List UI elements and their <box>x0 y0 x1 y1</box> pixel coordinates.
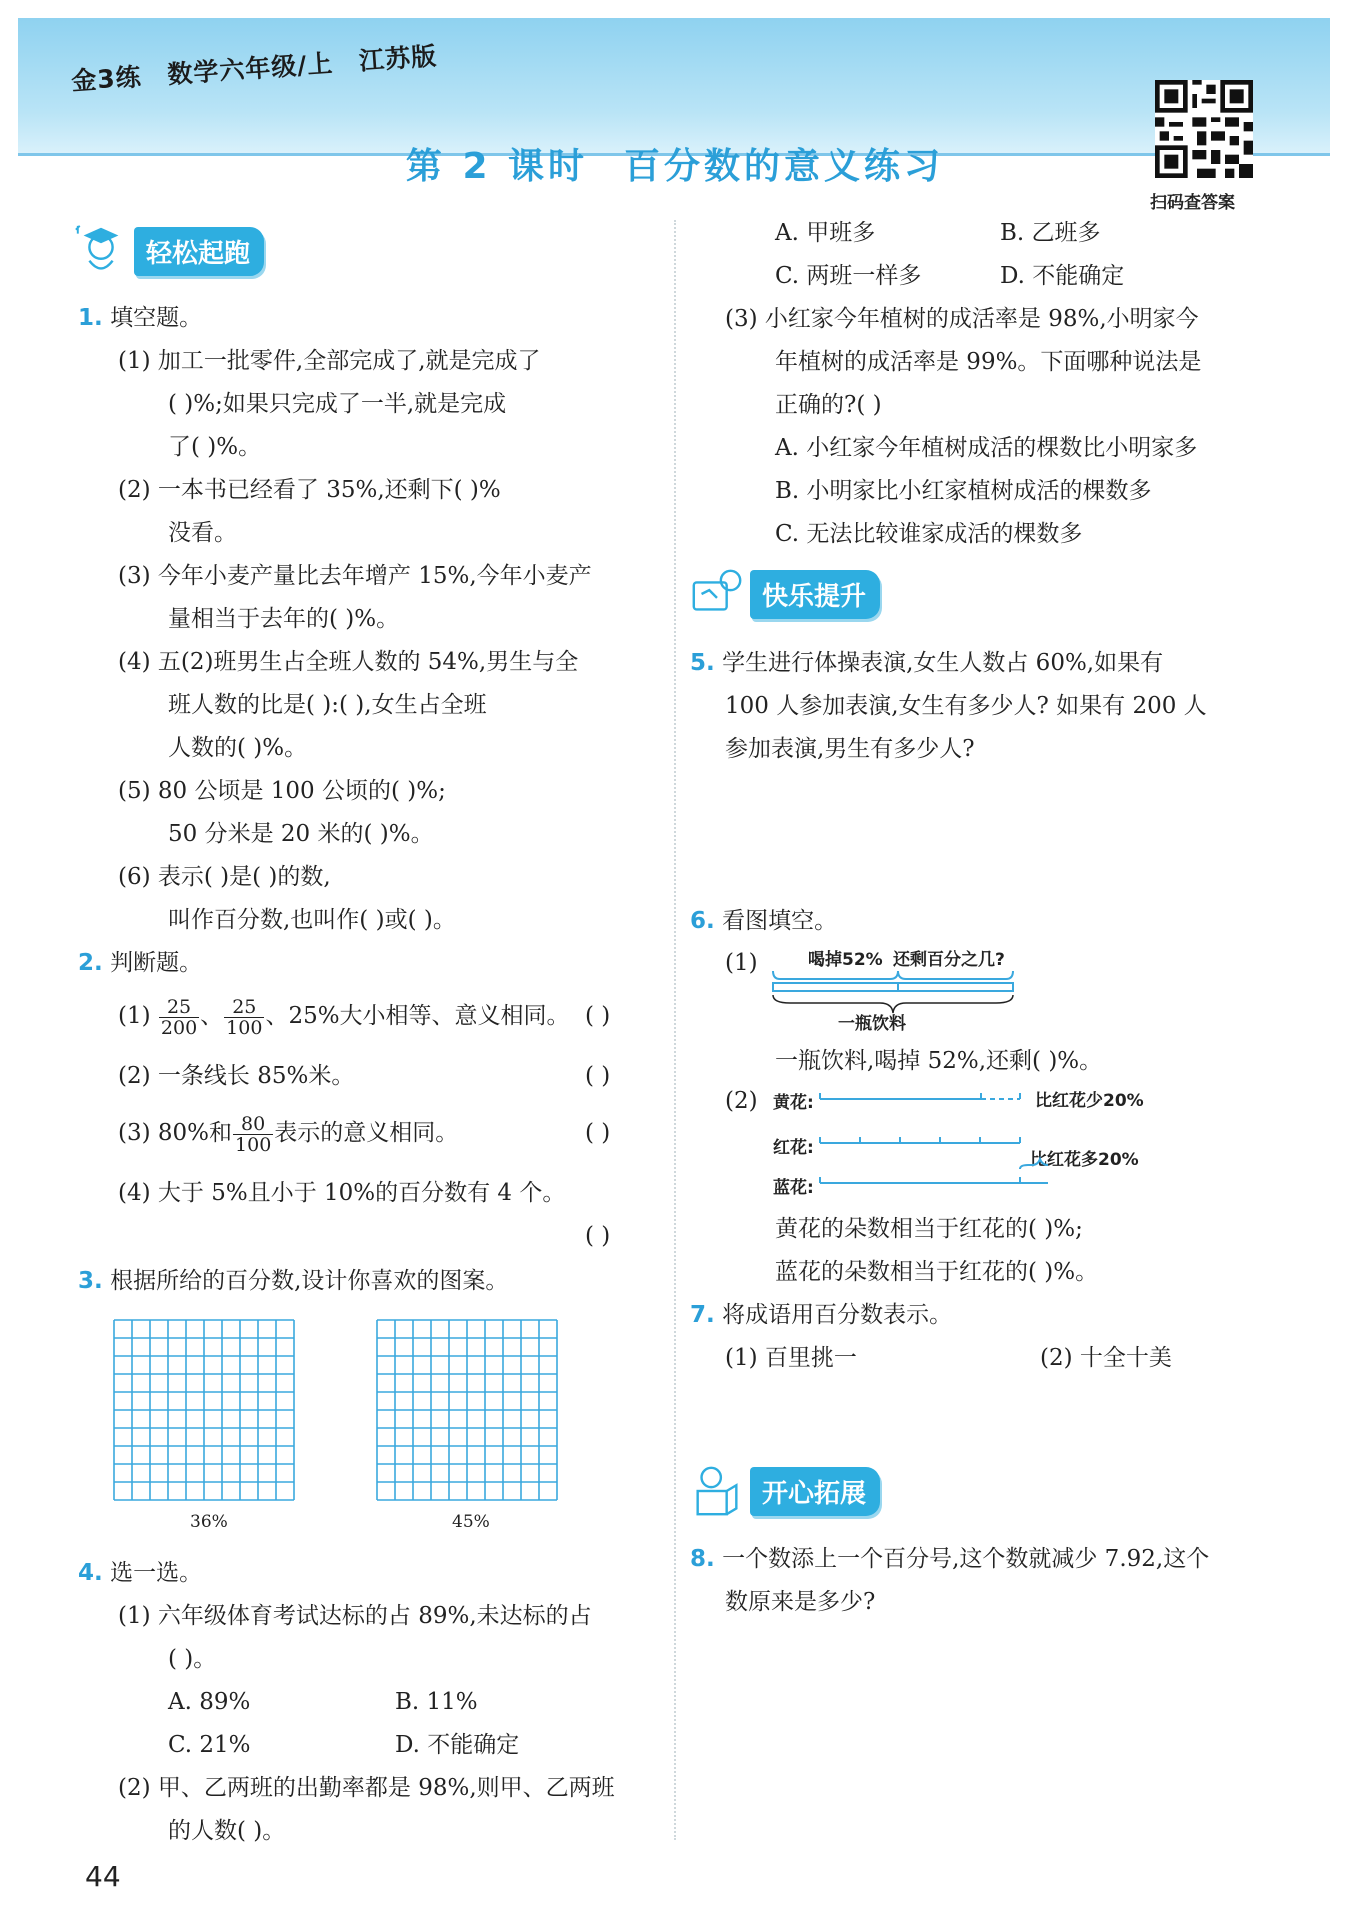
option-c[interactable]: C. 两班一样多 <box>775 263 922 289</box>
question-number: 8. <box>690 1546 715 1572</box>
q4-line: 年植树的成活率是 99%。下面哪种说法是 <box>775 349 1202 375</box>
q1-line: 班人数的比是( ):( ),女生占全班 <box>168 692 487 718</box>
question-text: 一个数添上一个百分号,这个数就减少 7.92,这个 <box>722 1546 1210 1572</box>
section-badge-extend <box>688 1462 880 1520</box>
option-b[interactable]: B. 乙班多 <box>1000 220 1101 246</box>
q1-line: (3) 今年小麦产量比去年增产 15%,今年小麦产 <box>118 563 592 589</box>
q7-item-1: (1) 百里挑一 <box>725 1345 857 1371</box>
diagram-label-drink: 喝掉52% <box>808 950 883 970</box>
page-title <box>0 138 1350 189</box>
brand-subject: 数学六年级/上 <box>166 48 335 90</box>
question-number: 3. <box>78 1268 103 1294</box>
section-badge-improve <box>688 565 880 623</box>
q1-line: (1) 加工一批零件,全部完成了,就是完成了 <box>118 348 541 374</box>
question-text: 看图填空。 <box>722 908 838 934</box>
answer-blank[interactable]: ( ) <box>585 1003 611 1029</box>
qr-code-icon[interactable] <box>1155 80 1253 178</box>
section-label-improve: 快乐提升 <box>750 570 880 619</box>
q1-line: 叫作百分数,也叫作( )或( )。 <box>168 907 456 933</box>
question-text: 学生进行体操表演,女生人数占 60%,如果有 <box>722 650 1164 676</box>
option-c[interactable]: C. 无法比较谁家成活的棵数多 <box>775 521 1083 547</box>
item-text: 、25%大小相等、意义相同。 <box>265 1003 570 1029</box>
question-1-title <box>78 297 202 340</box>
q5-line: 100 人参加表演,女生有多少人? 如果有 200 人 <box>725 693 1207 719</box>
fraction-numerator: 25 <box>159 997 199 1018</box>
answer-blank[interactable]: ( ) <box>585 1063 611 1089</box>
q1-line: (6) 表示( )是( )的数, <box>118 864 331 890</box>
q1-line: 了( )%。 <box>168 434 262 460</box>
section-badge-warmup <box>72 222 264 280</box>
question-6-title <box>690 900 837 943</box>
question-3-title <box>78 1260 508 1303</box>
question-text: 选一选。 <box>110 1560 203 1586</box>
q1-line: 50 分米是 20 米的( )%。 <box>168 821 434 847</box>
q4-line: ( )。 <box>168 1646 217 1672</box>
grid-label-45: 45% <box>452 1512 490 1532</box>
option-d[interactable]: D. 不能确定 <box>395 1732 520 1758</box>
item-text: (3) 80%和 <box>118 1120 233 1146</box>
brand-name: 金3练 <box>70 62 143 96</box>
q6-line: 蓝花的朵数相当于红花的( )%。 <box>775 1259 1099 1285</box>
option-a[interactable]: A. 甲班多 <box>775 220 876 246</box>
question-2-title <box>78 942 202 985</box>
section-label-extend: 开心拓展 <box>750 1467 880 1516</box>
q4-line: (3) 小红家今年植树的成活率是 98%,小明家今 <box>725 306 1199 332</box>
sub-label: (2) <box>725 1088 758 1114</box>
grid-label-36: 36% <box>190 1512 228 1532</box>
question-text: 判断题。 <box>110 950 203 976</box>
yellow-note: 比红花少20% <box>1035 1091 1144 1111</box>
option-b[interactable]: B. 11% <box>395 1689 478 1715</box>
mascot-box-icon <box>688 1462 746 1520</box>
fraction-numerator: 80 <box>233 1114 273 1135</box>
option-a[interactable]: A. 89% <box>168 1689 251 1715</box>
question-number: 4. <box>78 1560 103 1586</box>
q1-line: ( )%;如果只完成了一半,就是完成 <box>168 391 507 417</box>
sub-label: (1) <box>725 950 758 976</box>
q1-line: 量相当于去年的( )%。 <box>168 606 400 632</box>
question-number: 7. <box>690 1302 715 1328</box>
q4-line: 的人数( )。 <box>168 1818 286 1844</box>
lesson-number: 第 2 课时 <box>405 146 589 187</box>
q1-line: (4) 五(2)班男生占全班人数的 54%,男生与全 <box>118 649 579 675</box>
q2-item-2: (2) 一条线长 85%米。 <box>118 1063 355 1089</box>
question-text: 填空题。 <box>110 305 203 331</box>
item-label: (1) <box>118 1003 151 1029</box>
q7-item-2: (2) 十全十美 <box>1040 1345 1172 1371</box>
q4-line: (2) 甲、乙两班的出勤率都是 98%,则甲、乙两班 <box>118 1775 615 1801</box>
fraction-denominator: 200 <box>160 1016 198 1039</box>
diagram-label-bottle: 一瓶饮料 <box>838 1014 906 1034</box>
mascot-graduate-icon <box>72 222 130 280</box>
blue-note: 比红花多20% <box>1030 1150 1139 1170</box>
q6-line: 黄花的朵数相当于红花的( )%; <box>775 1216 1083 1242</box>
q2-item-4: (4) 大于 5%且小于 10%的百分数有 4 个。 <box>118 1180 566 1206</box>
fraction-denominator: 100 <box>235 1133 272 1156</box>
option-b[interactable]: B. 小明家比小红家植树成活的棵数多 <box>775 478 1152 504</box>
row-label-yellow: 黄花: <box>773 1093 814 1113</box>
q1-line: 人数的( )%。 <box>168 735 308 761</box>
page-number: 44 <box>85 1860 121 1893</box>
question-7-title <box>690 1294 952 1337</box>
q6-line: 一瓶饮料,喝掉 52%,还剩( )%。 <box>775 1048 1103 1074</box>
fraction <box>159 997 199 1038</box>
flower-bar-diagram <box>818 1085 1048 1190</box>
fraction <box>233 1114 273 1155</box>
brand-edition: 江苏版 <box>358 41 439 76</box>
question-5 <box>690 642 1163 685</box>
mascot-board-icon <box>688 565 746 623</box>
option-d[interactable]: D. 不能确定 <box>1000 263 1125 289</box>
section-label-warmup: 轻松起跑 <box>134 227 264 276</box>
answer-blank[interactable]: ( ) <box>585 1223 611 1249</box>
q4-line: (1) 六年级体育考试达标的占 89%,未达标的占 <box>118 1603 592 1629</box>
question-number: 5. <box>690 650 715 676</box>
question-number: 6. <box>690 908 715 934</box>
option-a[interactable]: A. 小红家今年植树成活的棵数比小明家多 <box>775 435 1198 461</box>
hundred-grid-36[interactable] <box>112 1318 296 1502</box>
q8-line: 数原来是多少? <box>725 1589 876 1615</box>
question-8 <box>690 1538 1209 1581</box>
lesson-title: 百分数的意义练习 <box>624 146 945 187</box>
item-text: 表示的意义相同。 <box>274 1120 459 1146</box>
option-c[interactable]: C. 21% <box>168 1732 251 1758</box>
question-text: 根据所给的百分数,设计你喜欢的图案。 <box>110 1268 509 1294</box>
diagram-label-remain: 还剩百分之几? <box>893 950 1005 970</box>
question-text: 将成语用百分数表示。 <box>722 1302 953 1328</box>
column-divider <box>674 220 676 1840</box>
q5-line: 参加表演,男生有多少人? <box>725 736 975 762</box>
fraction-numerator: 25 <box>224 997 264 1018</box>
q2-item-1 <box>118 995 570 1038</box>
q2-item-3 <box>118 1112 458 1155</box>
q1-line: 没看。 <box>168 520 237 546</box>
fraction-denominator: 100 <box>226 1016 263 1039</box>
answer-blank[interactable]: ( ) <box>585 1120 611 1146</box>
q1-line: (5) 80 公顷是 100 公顷的( )%; <box>118 778 446 804</box>
qr-label: 扫码查答案 <box>1150 193 1235 213</box>
question-number: 1. <box>78 305 103 331</box>
q4-line: 正确的?( ) <box>775 392 882 418</box>
q1-line: (2) 一本书已经看了 35%,还剩下( )% <box>118 477 501 503</box>
question-4-title <box>78 1552 202 1595</box>
question-number: 2. <box>78 950 103 976</box>
hundred-grid-45[interactable] <box>375 1318 559 1502</box>
separator: 、 <box>200 1003 224 1029</box>
fraction <box>224 997 264 1038</box>
row-label-blue: 蓝花: <box>773 1178 814 1198</box>
row-label-red: 红花: <box>773 1138 814 1158</box>
